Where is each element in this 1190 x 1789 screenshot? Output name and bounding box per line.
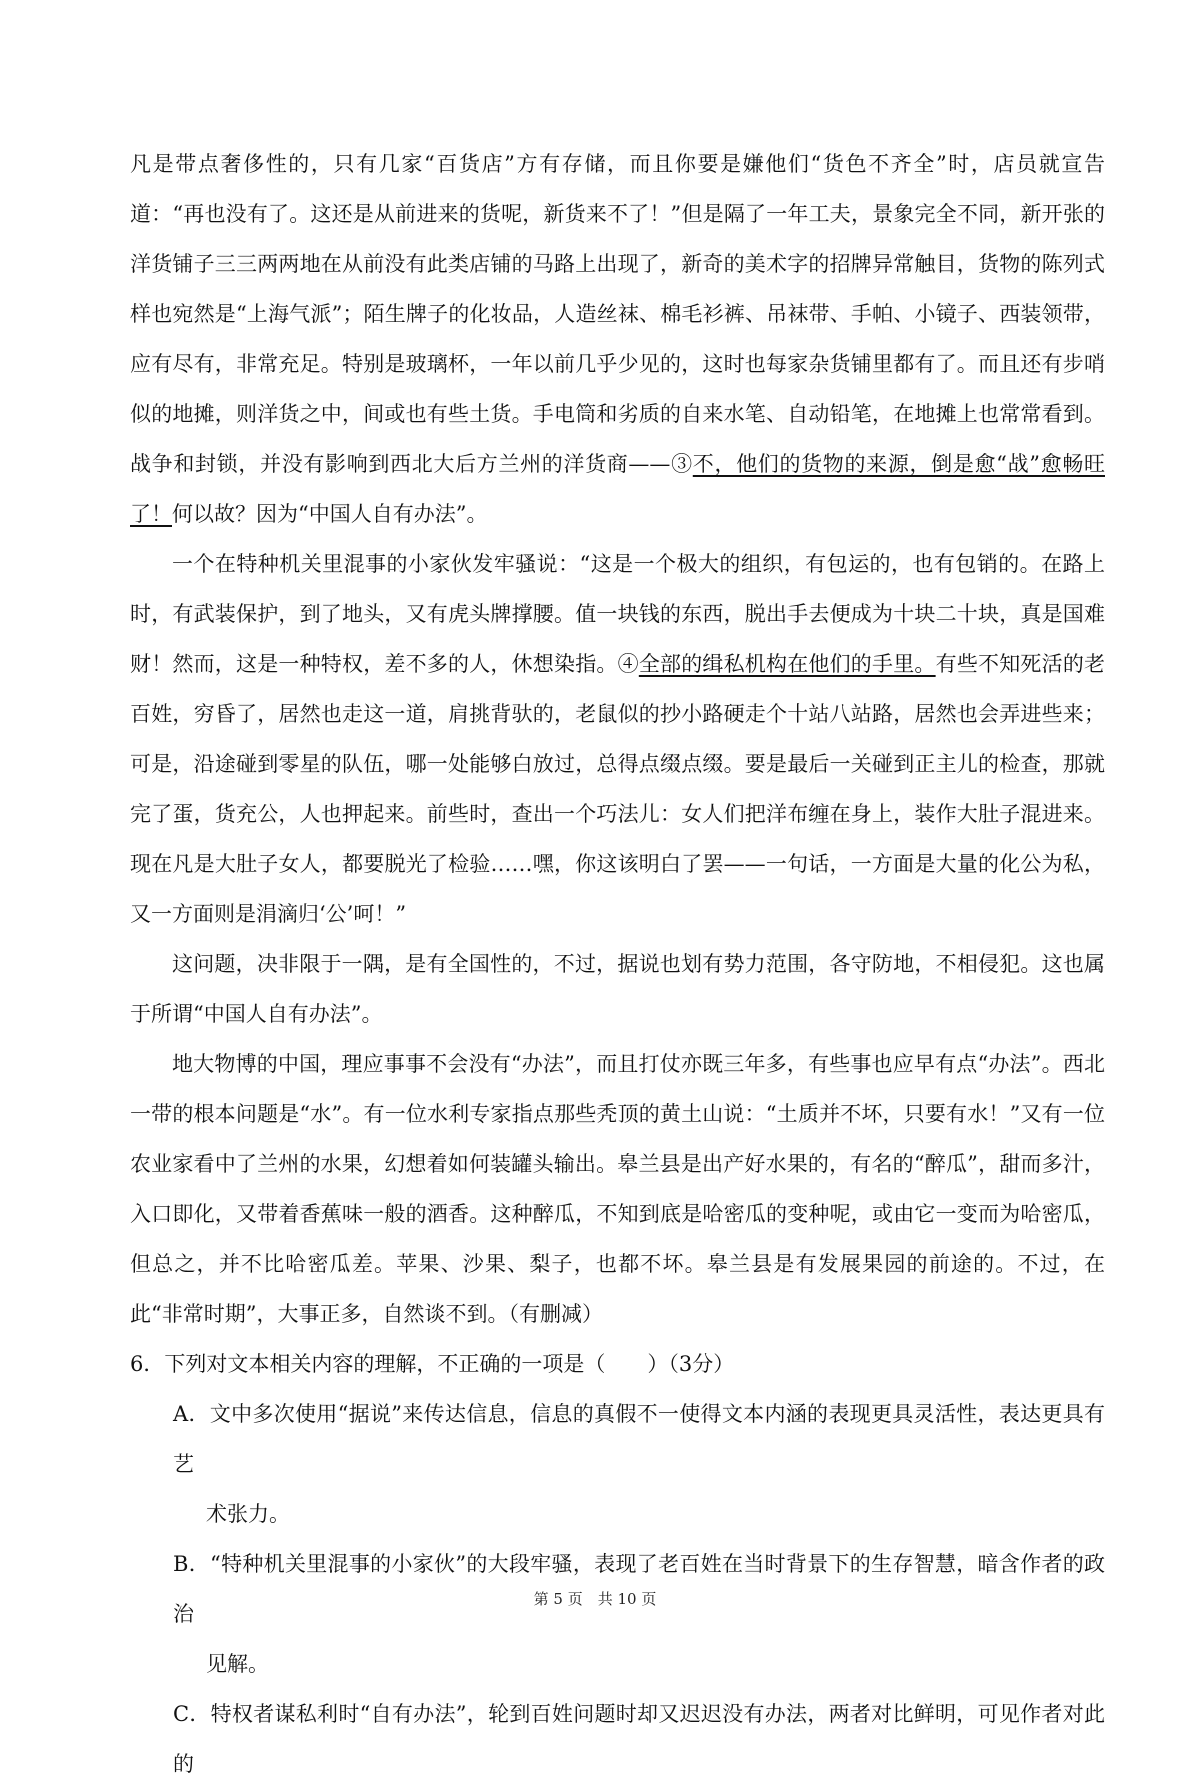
- paragraph-3: 这问题，决非限于一隅，是有全国性的，不过，据说也划有势力范围，各守防地，不相侵犯。这也属于所谓“中国人自有办法”。: [130, 952, 1105, 1026]
- paragraph-2-text: 一个在特种机关里混事的小家伙发牢骚说：“这是一个极大的组织，有包运的，也有包销的。在路上时，有武装保护，到了地头，又有虎头牌撑腰。值一块钱的东西，脱出手去便成为十块二十块，真是国难财！然而，这是一种特权，差不多的人，休想染指。④: [130, 552, 1105, 676]
- option-a-label: A．: [173, 1402, 210, 1426]
- option-c: [130, 1689, 1105, 1789]
- paragraph-2: [130, 539, 1105, 939]
- option-b: [130, 1539, 1105, 1689]
- option-b-continuation: 见解。: [206, 1652, 269, 1676]
- page-footer: 第 5 页 共 10 页: [533, 1590, 657, 1608]
- underlined-sentence-3: 不，他们的货物的来源，倒是愈“战”愈畅旺了！: [130, 452, 1105, 526]
- paragraph-1: [130, 139, 1105, 539]
- option-b-label: B．: [173, 1552, 211, 1576]
- paragraph-1-text: 凡是带点奢侈性的，只有几家“百货店”方有存储，而且你要是嫌他们“货色不齐全”时，店员就宣告道：“再也没有了。这还是从前进来的货呢，新货来不了！”但是隔了一年工夫，景象完全不同，新开张的洋货铺子三三两两地在从前没有此类店铺的马路上出现了，新奇的美术字的招牌异常触目，货物的陈列式样也宛然是“上海气派”；陌生牌子的化妆品，人造丝袜、棉毛衫裤、吊袜带、手帕、小镜子、西装领带，应有尽有，非常充足。特别是玻璃杯，一年以前几乎少见的，这时也每家杂货铺里都有了。而且还有步哨似的地摊，则洋货之中，间或也有些土货。手电筒和劣质的自来水笔、自动铅笔，在地摊上也常常看到。战争和封锁，并没有影响到西北大后方兰州的洋货商——③: [130, 152, 1105, 476]
- paragraph-1-tail: 何以故？因为“中国人自有办法”。: [172, 502, 488, 526]
- option-a: [130, 1389, 1105, 1539]
- option-c-text: 特权者谋私利时“自有办法”，轮到百姓问题时却又迟迟没有办法，两者对比鲜明，可见作者对此的: [173, 1702, 1105, 1776]
- option-a-text: 文中多次使用“据说”来传达信息，信息的真假不一使得文本内涵的表现更具灵活性，表达更具有艺: [173, 1402, 1106, 1476]
- paragraph-2-tail: 有些不知死活的老百姓，穷昏了，居然也走这一道，肩挑背驮的，老鼠似的抄小路硬走个十站八站路，居然也会弄进些来；可是，沿途碰到零星的队伍，哪一处能够白放过，总得点缀点缀。要是最后一关碰到正主儿的检查，那就完了蛋，货充公，人也押起来。前些时，查出一个巧法儿：女人们把洋布缠在身上，装作大肚子混进来。现在凡是大肚子女人，都要脱光了检验……嘿，你这该明白了罢——一句话，一方面是大量的化公为私，又一方面则是涓滴归‘公’呵！”: [130, 652, 1106, 926]
- option-b-text: “特种机关里混事的小家伙”的大段牢骚，表现了老百姓在当时背景下的生存智慧，暗含作者的政治: [173, 1552, 1105, 1626]
- option-a-continuation: 术张力。: [206, 1502, 290, 1526]
- option-c-label: C．: [173, 1702, 211, 1726]
- passage-body: [130, 139, 1105, 1789]
- paragraph-4: 地大物博的中国，理应事事不会没有“办法”，而且打仗亦既三年多，有些事也应早有点“办法”。西北一带的根本问题是“水”。有一位水利专家指点那些秃顶的黄土山说：“土质并不坏，只要有水！”又有一位农业家看中了兰州的水果，幻想着如何装罐头输出。皋兰县是出产好水果的，有名的“醉瓜”，甜而多汁，入口即化，又带着香蕉味一般的酒香。这种醉瓜，不知到底是哈密瓜的变种呢，或由它一变而为哈密瓜，但总之，并不比哈密瓜差。苹果、沙果、梨子，也都不坏。皋兰县是有发展果园的前途的。不过，在此“非常时期”，大事正多，自然谈不到。（有删减）: [130, 1052, 1105, 1326]
- underlined-sentence-4: 全部的缉私机构在他们的手里。: [638, 652, 936, 676]
- question-6-stem: 6．下列对文本相关内容的理解，不正确的一项是（ ）（3分）: [130, 1352, 735, 1376]
